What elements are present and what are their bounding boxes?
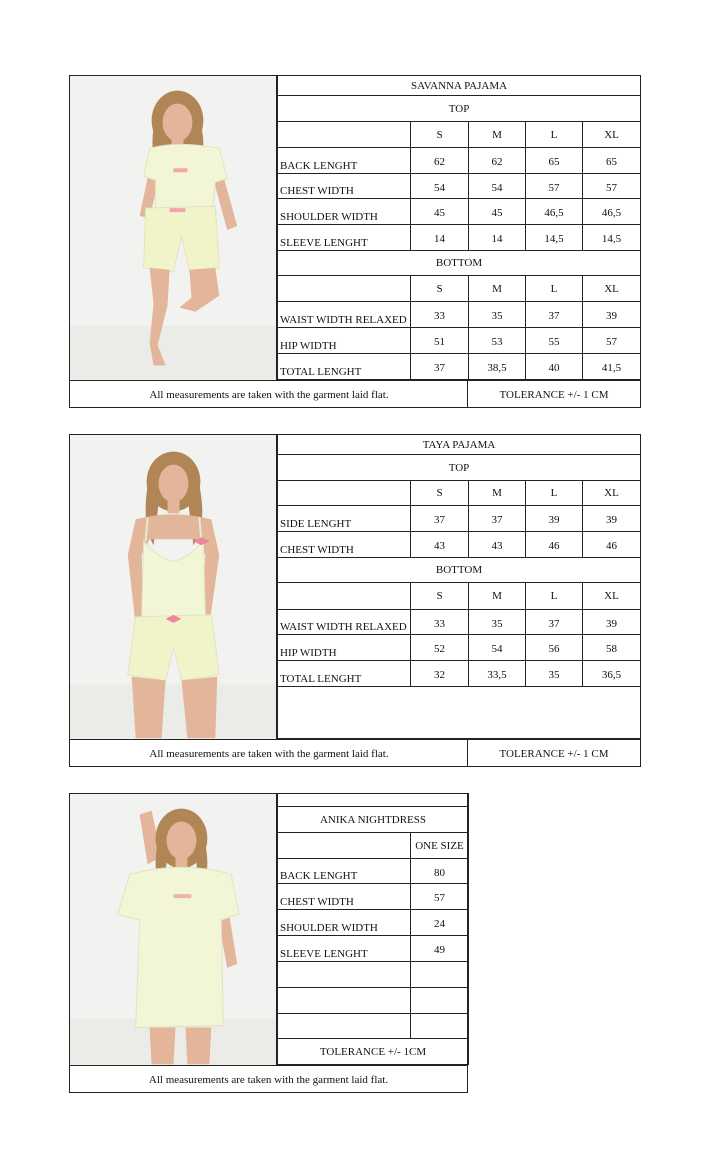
- cell-value: 56: [526, 635, 583, 661]
- empty-cell: [278, 1014, 411, 1039]
- table-row: [278, 506, 641, 532]
- taya-footer: [70, 739, 640, 767]
- table-row: [278, 962, 469, 988]
- cell-value: 37: [526, 610, 583, 635]
- cell-value: 35: [526, 661, 583, 687]
- taya-top-size-xl: XL: [583, 481, 641, 506]
- row-label: WAIST WIDTH RELAXED: [278, 610, 411, 635]
- row-label: SHOULDER WIDTH: [278, 910, 411, 936]
- cell-value: 46: [526, 532, 583, 558]
- model-in-pajama-illustration: [70, 76, 276, 380]
- row-label: SIDE LENGHT: [278, 506, 411, 532]
- cell-value: 14,5: [583, 225, 641, 251]
- taya-empty-cell: [278, 687, 641, 739]
- savanna-bottom-size-xl: XL: [583, 276, 641, 302]
- cell-value: 49: [411, 936, 469, 962]
- table-row: [278, 635, 641, 661]
- savanna-top-size-header-empty: [278, 122, 411, 148]
- taya-note: All measurements are taken with the garment laid flat.: [149, 747, 389, 760]
- cell-value: 39: [583, 302, 641, 328]
- table-row: [278, 936, 469, 962]
- cell-value: 41,5: [583, 354, 641, 380]
- anika-title: ANIKA NIGHTDRESS: [278, 807, 469, 833]
- table-row: [278, 148, 641, 174]
- taya-bottom-size-xl: XL: [583, 583, 641, 610]
- row-label: SHOULDER WIDTH: [278, 199, 411, 225]
- anika-measurement-table: [277, 793, 469, 1065]
- taya-bottom-size-m: M: [469, 583, 526, 610]
- table-row: [278, 661, 641, 687]
- cell-value: 37: [469, 506, 526, 532]
- savanna-size-chart: [69, 75, 641, 408]
- cell-value: 57: [411, 884, 469, 910]
- cell-value: 38,5: [469, 354, 526, 380]
- model-in-cami-set-illustration: [70, 435, 276, 739]
- cell-value: 35: [469, 610, 526, 635]
- taya-tolerance: TOLERANCE +/- 1 CM: [499, 747, 609, 760]
- cell-value: 58: [583, 635, 641, 661]
- cell-value: 45: [469, 199, 526, 225]
- cell-value: 46: [583, 532, 641, 558]
- savanna-title: SAVANNA PAJAMA: [278, 76, 641, 96]
- savanna-bottom-size-header-empty: [278, 276, 411, 302]
- cell-value: 37: [411, 506, 469, 532]
- savanna-tolerance: TOLERANCE +/- 1 CM: [499, 388, 609, 401]
- row-label: SLEEVE LENGHT: [278, 936, 411, 962]
- model-in-nightdress-illustration: [70, 794, 276, 1065]
- table-row: [278, 174, 641, 199]
- savanna-top-label: TOP: [278, 96, 641, 122]
- taya-measurement-table: [277, 434, 641, 739]
- taya-bottom-size-s: S: [411, 583, 469, 610]
- table-row: [278, 225, 641, 251]
- row-label: SLEEVE LENGHT: [278, 225, 411, 251]
- table-row: [278, 884, 469, 910]
- taya-bottom-label: BOTTOM: [278, 558, 641, 583]
- savanna-top-size-s: S: [411, 122, 469, 148]
- cell-value: 52: [411, 635, 469, 661]
- row-label: HIP WIDTH: [278, 328, 411, 354]
- cell-value: 54: [469, 174, 526, 199]
- savanna-bottom-label: BOTTOM: [278, 251, 641, 276]
- anika-footer: [70, 1065, 467, 1093]
- cell-value: 33: [411, 610, 469, 635]
- cell-value: 39: [526, 506, 583, 532]
- cell-value: 51: [411, 328, 469, 354]
- cell-value: 35: [469, 302, 526, 328]
- empty-cell: [411, 988, 469, 1014]
- row-label: CHEST WIDTH: [278, 174, 411, 199]
- savanna-bottom-size-m: M: [469, 276, 526, 302]
- empty-cell: [278, 988, 411, 1014]
- cell-value: 36,5: [583, 661, 641, 687]
- taya-bottom-size-header-empty: [278, 583, 411, 610]
- anika-one-size-header: ONE SIZE: [411, 833, 469, 859]
- cell-value: 80: [411, 859, 469, 884]
- row-label: BACK LENGHT: [278, 859, 411, 884]
- row-label: HIP WIDTH: [278, 635, 411, 661]
- table-row: [278, 354, 641, 380]
- taya-top-label: TOP: [278, 455, 641, 481]
- savanna-bottom-size-l: L: [526, 276, 583, 302]
- cell-value: 54: [411, 174, 469, 199]
- cell-value: 33,5: [469, 661, 526, 687]
- row-label: TOTAL LENGHT: [278, 354, 411, 380]
- cell-value: 65: [526, 148, 583, 174]
- cell-value: 46,5: [583, 199, 641, 225]
- savanna-top-size-l: L: [526, 122, 583, 148]
- row-label: TOTAL LENGHT: [278, 661, 411, 687]
- savanna-product-photo: [70, 76, 277, 380]
- cell-value: 45: [411, 199, 469, 225]
- table-row: [278, 532, 641, 558]
- cell-value: 55: [526, 328, 583, 354]
- table-row: [278, 302, 641, 328]
- empty-cell: [411, 962, 469, 988]
- savanna-bottom-size-s: S: [411, 276, 469, 302]
- empty-cell: [411, 1014, 469, 1039]
- taya-size-chart: [69, 434, 641, 767]
- taya-bottom-size-l: L: [526, 583, 583, 610]
- empty-cell: [278, 962, 411, 988]
- taya-product-photo: [70, 435, 277, 739]
- cell-value: 62: [411, 148, 469, 174]
- row-label: BACK LENGHT: [278, 148, 411, 174]
- anika-size-chart: [69, 793, 468, 1093]
- cell-value: 57: [583, 328, 641, 354]
- table-row: [278, 988, 469, 1014]
- cell-value: 43: [411, 532, 469, 558]
- taya-top-size-header-empty: [278, 481, 411, 506]
- cell-value: 24: [411, 910, 469, 936]
- savanna-note: All measurements are taken with the garment laid flat.: [149, 388, 389, 401]
- cell-value: 37: [526, 302, 583, 328]
- anika-size-header-empty: [278, 833, 411, 859]
- table-row: [278, 910, 469, 936]
- cell-value: 46,5: [526, 199, 583, 225]
- cell-value: 57: [526, 174, 583, 199]
- savanna-measurement-table: [277, 75, 641, 380]
- cell-value: 14: [469, 225, 526, 251]
- cell-value: 14,5: [526, 225, 583, 251]
- cell-value: 40: [526, 354, 583, 380]
- cell-value: 43: [469, 532, 526, 558]
- table-row: [278, 859, 469, 884]
- anika-note: All measurements are taken with the garment laid flat.: [148, 1073, 389, 1086]
- row-label: WAIST WIDTH RELAXED: [278, 302, 411, 328]
- anika-product-photo: [70, 794, 277, 1065]
- cell-value: 54: [469, 635, 526, 661]
- savanna-footer: [70, 380, 640, 408]
- table-row: [278, 199, 641, 225]
- cell-value: 39: [583, 610, 641, 635]
- cell-value: 14: [411, 225, 469, 251]
- row-label: CHEST WIDTH: [278, 884, 411, 910]
- taya-top-size-l: L: [526, 481, 583, 506]
- taya-footer-divider: [467, 739, 468, 767]
- cell-value: 62: [469, 148, 526, 174]
- taya-top-size-s: S: [411, 481, 469, 506]
- cell-value: 65: [583, 148, 641, 174]
- cell-value: 39: [583, 506, 641, 532]
- cell-value: 53: [469, 328, 526, 354]
- savanna-top-size-xl: XL: [583, 122, 641, 148]
- taya-title: TAYA PAJAMA: [278, 435, 641, 455]
- cell-value: 37: [411, 354, 469, 380]
- savanna-footer-divider: [467, 380, 468, 408]
- anika-tolerance: TOLERANCE +/- 1CM: [278, 1039, 469, 1065]
- taya-top-size-m: M: [469, 481, 526, 506]
- cell-value: 57: [583, 174, 641, 199]
- cell-value: 32: [411, 661, 469, 687]
- cell-value: 33: [411, 302, 469, 328]
- anika-header-spacer: [278, 794, 469, 807]
- row-label: CHEST WIDTH: [278, 532, 411, 558]
- table-row: [278, 1014, 469, 1039]
- table-row: [278, 328, 641, 354]
- savanna-top-size-m: M: [469, 122, 526, 148]
- table-row: [278, 610, 641, 635]
